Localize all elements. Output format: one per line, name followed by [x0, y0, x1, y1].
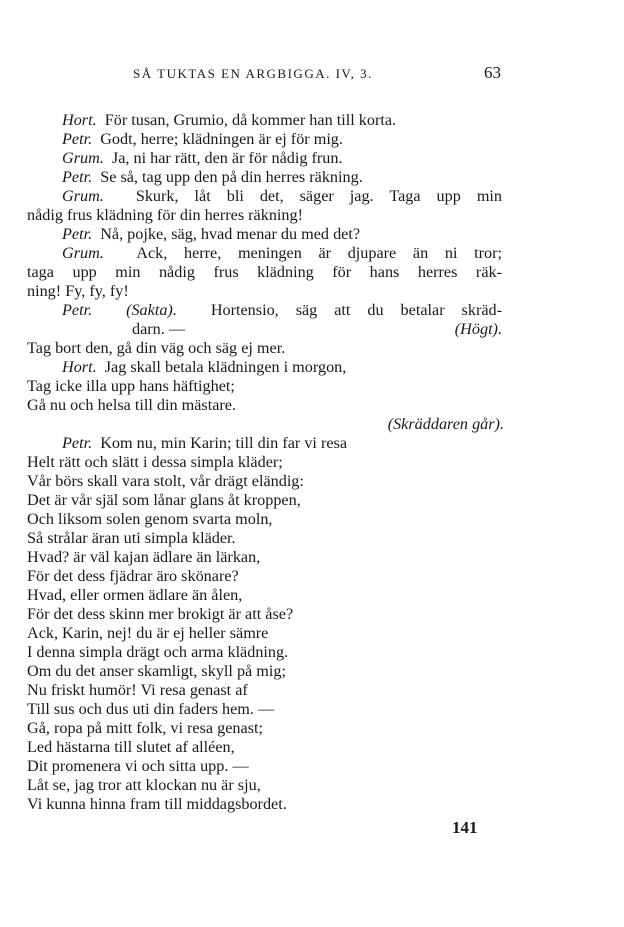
- line-text: Ja, ni har rätt, den är för nådig frun.: [111, 149, 343, 167]
- speaker-name: Grum.: [62, 149, 104, 167]
- verse-line: Ack, Karin, nej! du är ej heller sämre: [27, 624, 269, 642]
- line-text: Se så, tag upp den på din herres räkning.: [100, 168, 363, 186]
- stage-direction: (Skräddaren går).: [387, 415, 504, 433]
- speaker-name: Petr.: [62, 301, 93, 319]
- speaker-name: Petr.: [62, 130, 93, 148]
- verse-line: Hvad, eller ormen ädlare än ålen,: [27, 586, 243, 604]
- speaker-name: Petr.: [62, 434, 93, 452]
- verse-line: Tag bort den, gå din väg och säg ej mer.: [27, 339, 286, 357]
- speaker-name: Grum.: [62, 187, 104, 205]
- signature-mark: 141: [452, 818, 478, 837]
- dialogue-line: [62, 225, 360, 244]
- line-text: Nå, pojke, säg, hvad menar du med det?: [100, 225, 361, 243]
- verse-line: Det är vår själ som lånar glans åt kroppen,: [27, 491, 301, 509]
- dialogue-line: [62, 301, 502, 320]
- verse-line: Gå, ropa på mitt folk, vi resa genast;: [27, 719, 263, 737]
- verse-line: Helt rätt och slätt i dessa simpla kläder;: [27, 453, 283, 471]
- verse-line: Nu friskt humör! Vi resa genast af: [27, 681, 248, 699]
- line-text: Skurk, låt bli det, säger jag. Taga upp min: [135, 187, 502, 205]
- page-number: 63: [484, 63, 501, 82]
- dialogue-line: [62, 168, 363, 187]
- speaker-name: Petr.: [62, 225, 93, 243]
- verse-line: I denna simpla drägt och arma klädning.: [27, 643, 289, 661]
- line-text: Godt, herre; klädningen är ej för mig.: [100, 130, 343, 148]
- dialogue-line: [62, 434, 347, 453]
- verse-line: darn. —: [132, 320, 186, 338]
- stage-direction: (Högt).: [454, 320, 502, 338]
- verse-line: För det dess fjädrar äro skönare?: [27, 567, 239, 585]
- verse-line: Led hästarna till slutet af alléen,: [27, 738, 235, 756]
- dialogue-line: [62, 244, 502, 263]
- verse-line: För det dess skinn mer brokigt är att åse?: [27, 605, 294, 623]
- running-header-title: SÅ TUKTAS EN ARGBIGGA. IV, 3.: [133, 66, 373, 81]
- prose-line: ning! Fy, fy, fy!: [27, 282, 129, 300]
- dialogue-line: [62, 187, 502, 206]
- verse-line: Hvad? är väl kajan ädlare än lärkan,: [27, 548, 261, 566]
- dialogue-line: [62, 358, 346, 377]
- prose-line: nådig frus klädning för din herres räkning!: [27, 206, 304, 224]
- prose-line: taga upp min nådig frus klädning för hans herres räk-: [27, 263, 502, 281]
- line-text: För tusan, Grumio, då kommer han till korta.: [104, 111, 397, 129]
- speaker-name: Grum.: [62, 244, 104, 262]
- line-text: Kom nu, min Karin; till din far vi resa: [100, 434, 348, 452]
- dialogue-line: [62, 149, 343, 168]
- verse-line: Vi kunna hinna fram till middagsbordet.: [27, 795, 287, 813]
- speaker-name: Hort.: [62, 358, 97, 376]
- verse-line: Tag icke illa upp hans häftighet;: [27, 377, 235, 395]
- dialogue-line: [62, 111, 396, 130]
- verse-line: Dit promenera vi och sitta upp. —: [27, 757, 249, 775]
- line-text: Hortensio, säg att du betalar skräd-: [210, 301, 503, 319]
- line-text: Jag skall betala klädningen i morgon,: [104, 358, 347, 376]
- stage-direction: (Sakta).: [126, 301, 177, 319]
- verse-line: Så strålar äran uti simpla kläder.: [27, 529, 236, 547]
- verse-line: Till sus och dus uti din faders hem. —: [27, 700, 275, 718]
- verse-line: Gå nu och helsa till din mästare.: [27, 396, 237, 414]
- verse-line: Och liksom solen genom svarta moln,: [27, 510, 273, 528]
- verse-line: Låt se, jag tror att klockan nu är sju,: [27, 776, 261, 794]
- speaker-name: Petr.: [62, 168, 93, 186]
- verse-line: Vår börs skall vara stolt, vår drägt eländig:: [27, 472, 304, 490]
- dialogue-line: [62, 130, 343, 149]
- line-text: Ack, herre, meningen är djupare än ni tror;: [136, 244, 503, 262]
- speaker-name: Hort.: [62, 111, 97, 129]
- verse-line: Om du det anser skamligt, skyll på mig;: [27, 662, 286, 680]
